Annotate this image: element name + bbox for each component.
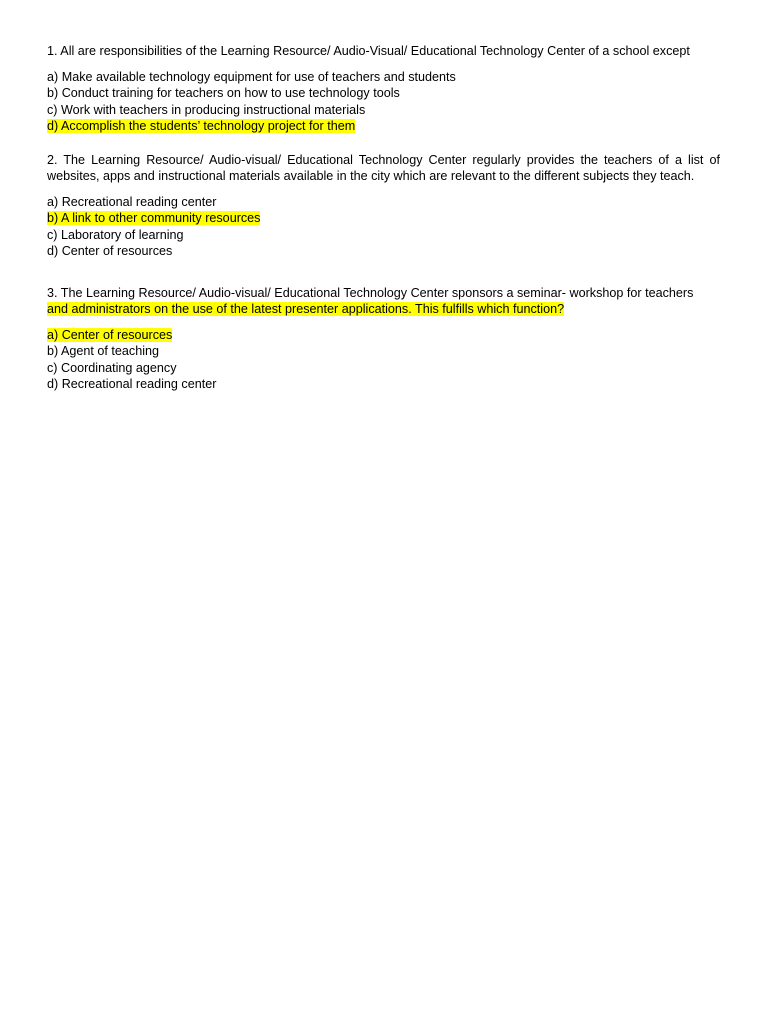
document-page — [47, 43, 720, 393]
question-1-option-d — [47, 118, 720, 135]
question-2-stem: 2. The Learning Resource/ Audio-visual/ Educational Technology Center regularly provides the teachers of a list of websites, apps and instructional materials available in the city which are relevant to the different subjects they teach. — [47, 152, 720, 183]
highlighted-answer: a) Center of resources — [47, 327, 173, 342]
question-2 — [47, 152, 720, 260]
highlighted-answer: d) Accomplish the students’ technology project for them — [47, 119, 356, 133]
question-3-stem-line-1: 3. The Learning Resource/ Audio-visual/ Educational Technology Center sponsors a seminar- workshop for teachers — [47, 285, 694, 300]
question-2-option-c: c) Laboratory of learning — [47, 227, 184, 242]
question-3-option-c: c) Coordinating agency — [47, 360, 177, 375]
question-3-option-a — [47, 327, 720, 344]
question-2-option-a: a) Recreational reading center — [47, 194, 217, 209]
highlighted-stem: and administrators on the use of the latest presenter applications. This fulfills which function? — [47, 302, 565, 316]
question-1-options — [47, 69, 720, 135]
question-2-option-d: d) Center of resources — [47, 244, 173, 258]
question-3-option-d: d) Recreational reading center — [47, 377, 217, 391]
question-2-options — [47, 194, 720, 260]
question-1-option-b: b) Conduct training for teachers on how to use technology tools — [47, 86, 400, 100]
highlighted-answer: b) A link to other community resources — [47, 211, 261, 225]
question-1-option-c: c) Work with teachers in producing instructional materials — [47, 102, 366, 117]
question-3 — [47, 285, 720, 393]
question-1-stem: 1. All are responsibilities of the Learning Resource/ Audio-Visual/ Educational Technology Center of a school except — [47, 44, 690, 58]
question-1-option-a: a) Make available technology equipment for use of teachers and students — [47, 69, 456, 84]
question-1 — [47, 43, 720, 135]
question-2-option-b — [47, 210, 720, 227]
question-3-options — [47, 327, 720, 393]
question-3-stem-line-2 — [47, 301, 720, 318]
question-3-option-b: b) Agent of teaching — [47, 344, 160, 358]
